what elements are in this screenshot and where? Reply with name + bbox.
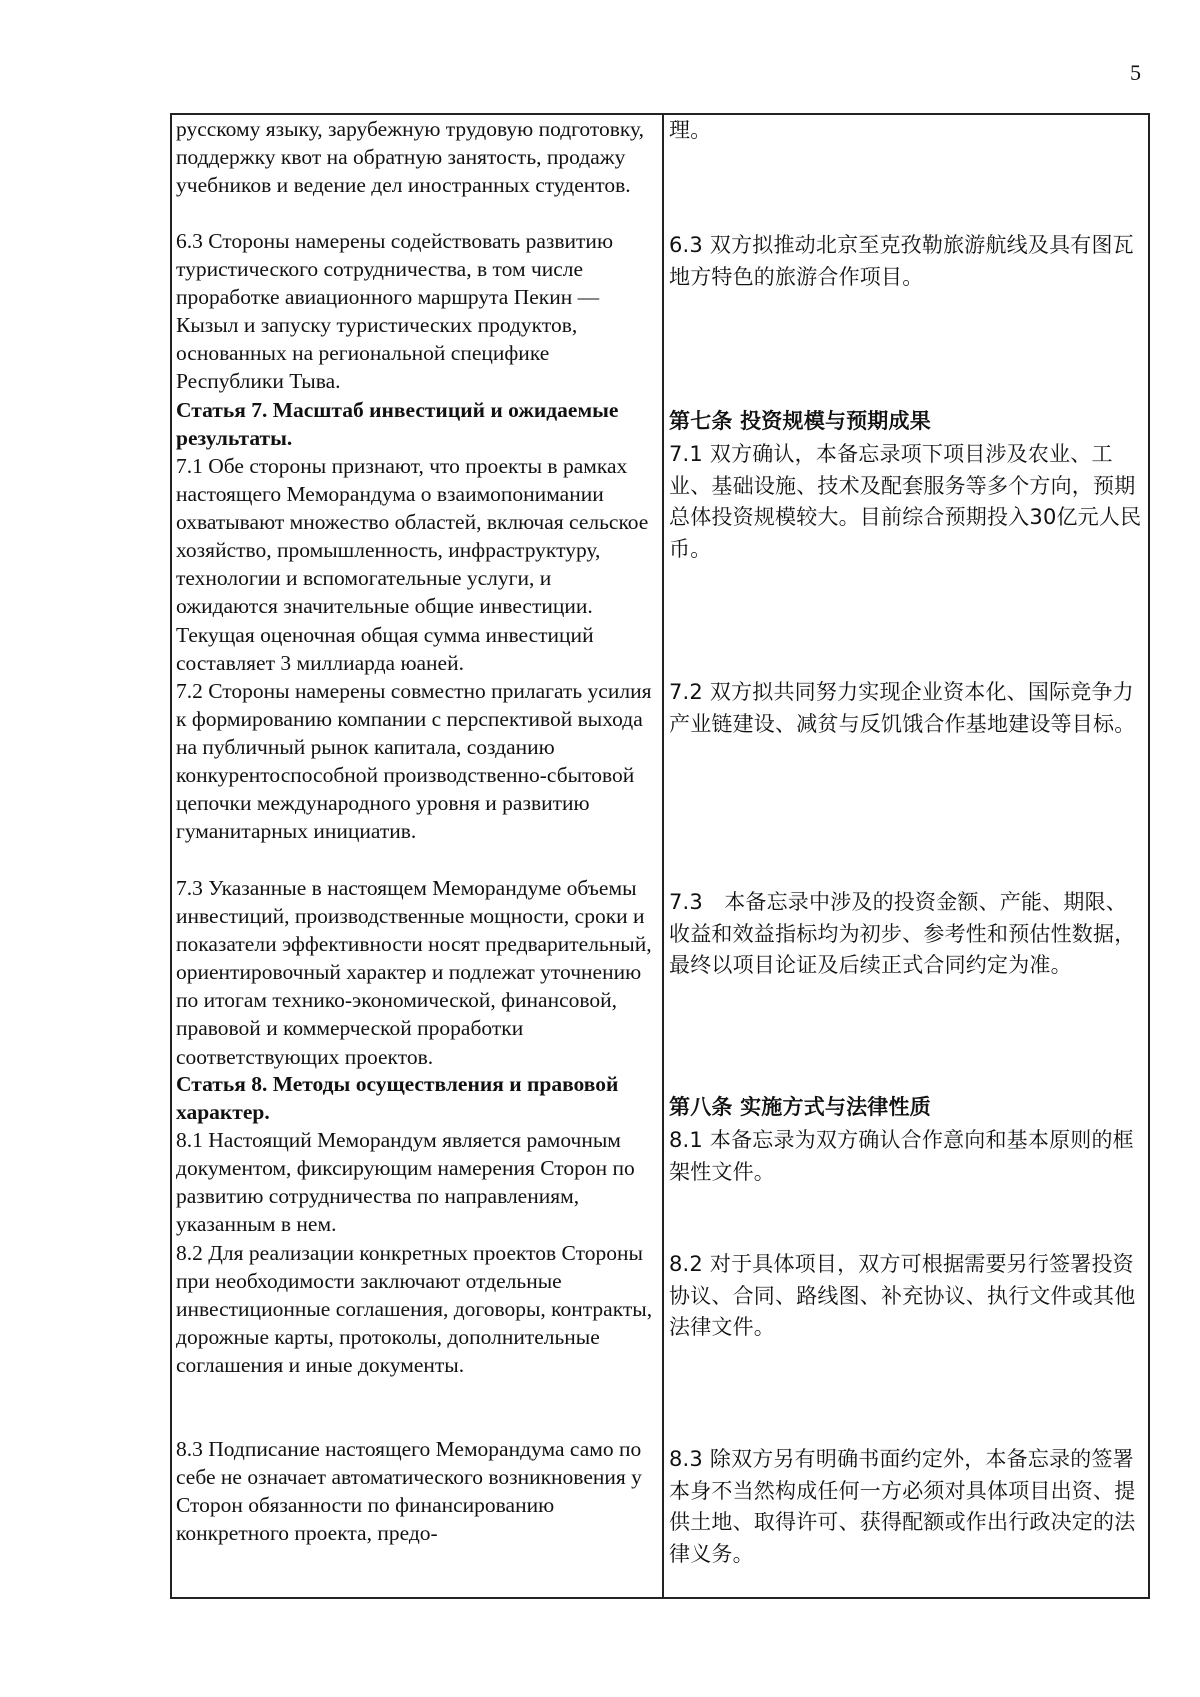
- zh-paragraph-6-3: 6.3 双方拟推动北京至克孜勒旅游航线及具有图瓦地方特色的旅游合作项目。: [669, 233, 1134, 289]
- zh-paragraph-7-3: 7.3 本备忘录中涉及的投资金额、产能、期限、收益和效益指标均为初步、参考性和预估性数据，最终以项目论证及后续正式合同约定为准。: [669, 890, 1136, 977]
- ru-paragraph-6-3: 6.3 Стороны намерены содействовать развитию туристического сотрудничества, в том числе проработке авиационного маршрута Пекин — Кызыл и запуску туристических продуктов, основанных на региональной специфике Республики Тыва.: [176, 229, 614, 394]
- zh-paragraph-8-3: 8.3 除双方另有明确书面约定外，本备忘录的签署本身不当然构成任何一方必须对具体项目出资、提供土地、取得许可、获得配额或作出行政决定的法律义务。: [669, 1447, 1136, 1566]
- ru-article-8-title: Статья 8. Методы осуществления и правовой характер.: [176, 1072, 619, 1125]
- ru-paragraph-7-1: 7.1 Обе стороны признают, что проекты в рамках настоящего Меморандума о взаимопонимании охватывают множество областей, включая сельское хозяйство, промышленность, инфраструктуру, технологии и вспомогательные услуги, и ожидаются значительные общие инвестиции. Текущая оценочная общая сумма инвестиций составляет 3 миллиарда юаней.: [176, 454, 649, 675]
- zh-paragraph-8-1: 8.1 本备忘录为双方确认合作意向和基本原则的框架性文件。: [669, 1128, 1134, 1184]
- column-divider: [662, 115, 664, 1597]
- zh-paragraph-7-1: 7.1 双方确认，本备忘录项下项目涉及农业、工业、基础设施、技术及配套服务等多个方向，预期总体投资规模较大。目前综合预期投入30亿元人民币。: [669, 442, 1142, 561]
- zh-paragraph-7-2: 7.2 双方拟共同努力实现企业资本化、国际竞争力产业链建设、减贫与反饥饿合作基地建设等目标。: [669, 680, 1136, 736]
- ru-article-7-title: Статья 7. Масштаб инвестиций и ожидаемые результаты.: [176, 398, 619, 451]
- ru-paragraph-7-2: 7.2 Стороны намерены совместно прилагать усилия к формированию компании с перспективой выхода на публичный рынок капитала, созданию конкурентоспособной производственно-сбытовой цепочки международного уровня и развитию гуманитарных инициатив.: [176, 679, 652, 844]
- ru-paragraph-6-2-end: русскому языку, зарубежную трудовую подготовку, поддержку квот на обратную занятость, продажу учебников и ведение дел иностранных студентов.: [176, 117, 645, 198]
- bilingual-table: [170, 113, 1150, 1599]
- zh-article-7-title: 第七条 投资规模与预期成果: [669, 409, 931, 433]
- zh-paragraph-8-2: 8.2 对于具体项目，双方可根据需要另行签署投资协议、合同、路线图、补充协议、执行文件或其他法律文件。: [669, 1252, 1136, 1339]
- ru-paragraph-7-3: 7.3 Указанные в настоящем Меморандуме объемы инвестиций, производственные мощности, сроки и показатели эффективности носят предварительный, ориентировочный характер и подлежат уточнению по итогам технико-экономической, финансовой, правовой и коммерческой проработки соответствующих проектов.: [176, 876, 652, 1069]
- page-number: 5: [1130, 60, 1141, 85]
- ru-paragraph-8-3: 8.3 Подписание настоящего Меморандума само по себе не означает автоматического возникновения у Сторон обязанности по финансированию конкретного проекта, предо-: [176, 1437, 642, 1546]
- zh-article-8-title: 第八条 实施方式与法律性质: [669, 1095, 931, 1119]
- ru-paragraph-8-1: 8.1 Настоящий Меморандум является рамочным документом, фиксирующим намерения Сторон по развитию сотрудничества по направлениям, указанным в нем.: [176, 1128, 635, 1237]
- ru-paragraph-8-2: 8.2 Для реализации конкретных проектов Стороны при необходимости заключают отдельные инвестиционные соглашения, договоры, контракты, дорожные карты, протоколы, дополнительные соглашения и иные документы.: [176, 1241, 653, 1378]
- zh-paragraph-6-2-end: 理。: [669, 118, 712, 142]
